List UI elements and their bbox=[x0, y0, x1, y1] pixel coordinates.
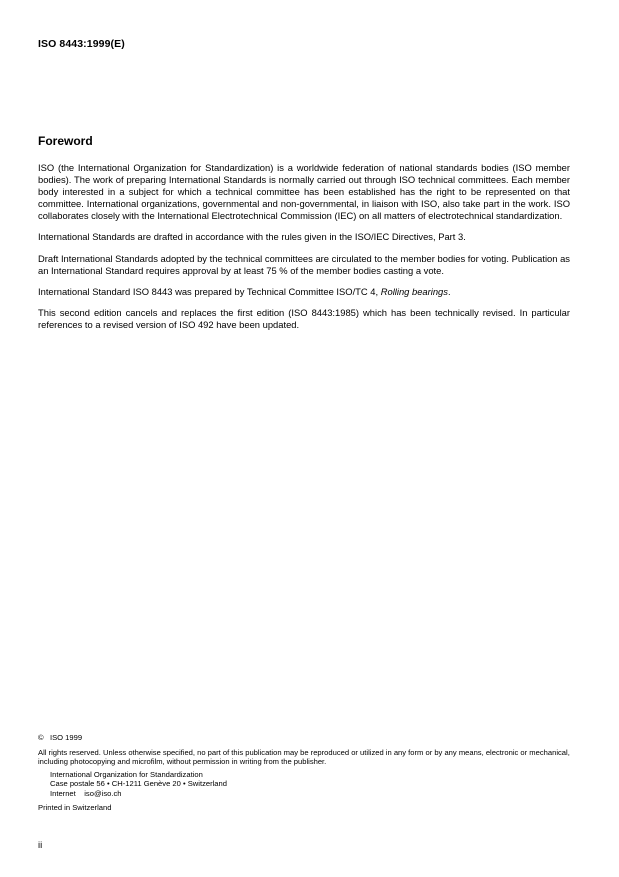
org-address: Case postale 56 • CH-1211 Genève 20 • Switzerland bbox=[50, 779, 227, 789]
copyright-block bbox=[38, 733, 583, 812]
copyright-text: ISO 1999 bbox=[49, 733, 83, 742]
foreword-section bbox=[38, 134, 570, 340]
org-name: International Organization for Standardization bbox=[50, 769, 203, 779]
foreword-paragraph-1: ISO (the International Organization for Standardization) is a worldwide federation of national standards bodies (ISO member bodies). The work of preparing International Standards is normally carried out through ISO technical committees. Each member body interested in a subject for which a technical committee has been established has the right to be represented on that committee. International organizations, governmental and non-governmental, in liaison with ISO, also take part in the work. ISO collaborates closely with the International Electrotechnical Commission (IEC) on all matters of electrotechnical standardization. bbox=[38, 162, 570, 222]
rights-notice: All rights reserved. Unless otherwise specified, no part of this publication may be reproduced or utilized in any form or by any means, electronic or mechanical, including photocopying and microfilm, without permission in writing from the publisher. bbox=[38, 747, 570, 767]
publisher-address bbox=[38, 770, 583, 799]
foreword-title: Foreword bbox=[38, 134, 93, 148]
foreword-paragraph-3: Draft International Standards adopted by the technical committees are circulated to the member bodies for voting. Publication as an International Standard requires approval by at least 75 % of the member bodies casting a vote. bbox=[38, 252, 570, 276]
foreword-paragraph-4 bbox=[38, 286, 570, 298]
internet-line bbox=[50, 789, 583, 799]
printed-in: Printed in Switzerland bbox=[38, 802, 112, 812]
foreword-paragraph-2: International Standards are drafted in accordance with the rules given in the ISO/IEC Directives, Part 3. bbox=[38, 231, 466, 243]
foreword-paragraph-5: This second edition cancels and replaces the first edition (ISO 8443:1985) which has been technically revised. In particular references to a revised version of ISO 492 have been updated. bbox=[38, 306, 570, 330]
prepared-by-end: . bbox=[447, 285, 451, 297]
internet-address: iso@iso.ch bbox=[84, 788, 122, 798]
internet-label: Internet bbox=[50, 788, 76, 798]
committee-title: Rolling bearings bbox=[380, 285, 448, 297]
prepared-by-text: International Standard ISO 8443 was prepared by Technical Committee ISO/TC 4, bbox=[38, 285, 381, 297]
page-number: ii bbox=[38, 839, 43, 850]
copyright-symbol: © bbox=[38, 733, 44, 742]
document-id-header: ISO 8443:1999(E) bbox=[38, 38, 125, 50]
copyright-line bbox=[38, 733, 583, 743]
